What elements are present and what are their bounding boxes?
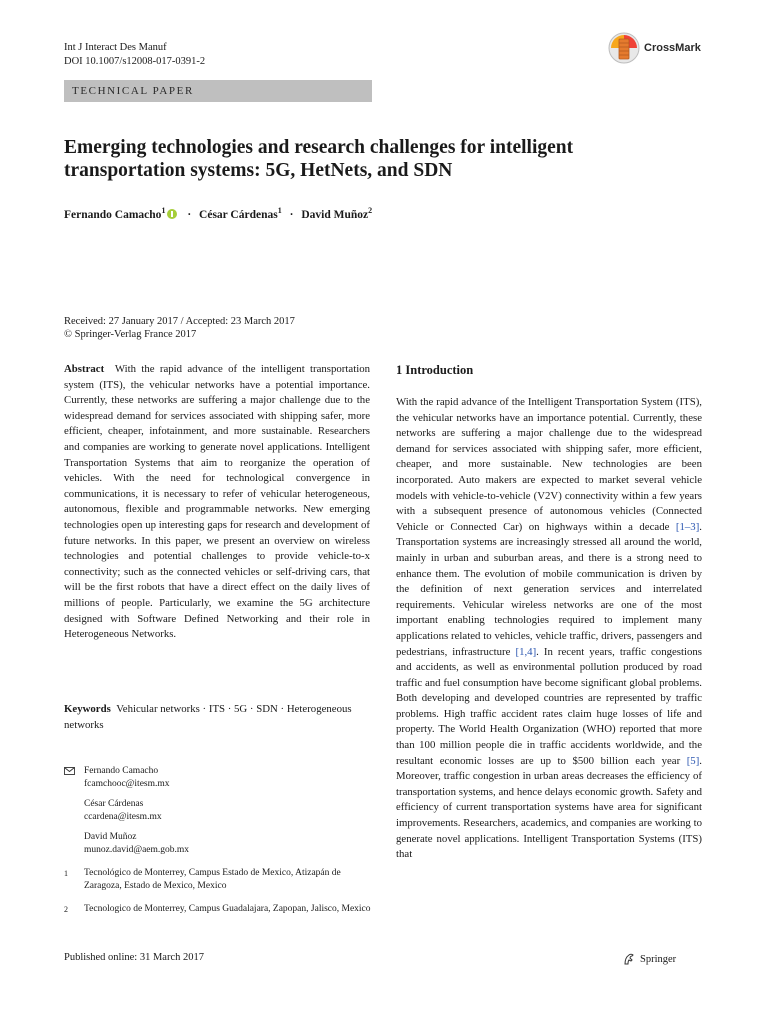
orcid-icon[interactable] — [167, 209, 177, 219]
publication-dates — [64, 315, 295, 341]
author-separator: · — [187, 208, 192, 221]
affiliation — [64, 903, 374, 916]
keywords — [64, 702, 370, 733]
contact-entry — [84, 798, 374, 824]
reference-link[interactable]: [1–3] — [675, 520, 700, 533]
publisher-logo[interactable] — [622, 952, 676, 966]
keywords-label: Keywords — [64, 703, 111, 715]
received-accepted: Received: 27 January 2017 / Accepted: 23 March 2017 — [64, 316, 295, 327]
contact-name: Fernando Camacho — [84, 766, 159, 776]
affiliation-number: 1 — [64, 869, 68, 878]
crossmark-badge[interactable] — [608, 30, 708, 66]
affiliation — [64, 867, 374, 893]
introduction-heading: 1 Introduction — [396, 363, 474, 377]
envelope-icon — [64, 767, 75, 775]
contact-email[interactable]: fcamchooc@itesm.mx — [84, 779, 170, 789]
affiliation-text: Tecnológico de Monterrey, Campus Estado de Mexico, Atizapán de Zaragoza, Estado de Mexico, Mexico — [84, 868, 341, 891]
contact-email[interactable]: ccardena@itesm.mx — [84, 812, 162, 822]
published-online: Published online: 31 March 2017 — [64, 952, 204, 963]
author-name[interactable]: César Cárdenas — [199, 208, 278, 221]
author-name[interactable]: David Muñoz — [301, 208, 369, 221]
introduction-body — [396, 395, 702, 863]
author-affil-sup: 1 — [277, 206, 282, 215]
intro-text: . Moreover, traffic congestion in urban areas decreases the efficiency of transportation systems, and hence delays economic growth. Safety and efficiency of current transportation systems have area for significant improvements. Researchers, academics, and companies are working to generate novel applications. Intelligent Transportation Systems (ITS) that — [396, 754, 702, 861]
contact-entry — [84, 765, 374, 791]
author-name[interactable]: Fernando Camacho — [64, 208, 162, 221]
paper-title: Emerging technologies and research challenges for intelligent transportation systems: 5G, HetNets, and SDN — [64, 137, 574, 181]
crossmark-label: CrossMark — [644, 42, 701, 54]
intro-text: . In recent years, traffic congestions and accidents, as well as environmental pollution produced by road traffic and fuel consumption have become significant global problems. Both developing and developed countries are represented by traffic problems. High traffic accident rates claim huge losses of life and property. The World Health Organization (WHO) reported that more than 100 million people die in traffic accidents worldwide, and the resultant economic losses are up to $500 billion each year — [396, 645, 702, 767]
springer-horse-icon — [622, 952, 636, 966]
correspondence — [64, 765, 374, 916]
abstract-label: Abstract — [64, 363, 105, 375]
crossmark-icon — [608, 32, 640, 64]
author-affil-sup: 2 — [368, 206, 373, 215]
journal-name: Int J Interact Des Manuf — [64, 42, 167, 53]
abstract — [64, 362, 370, 643]
contact-entry — [84, 831, 374, 857]
section-label: TECHNICAL PAPER — [64, 80, 372, 102]
reference-link[interactable]: [1,4] — [515, 645, 537, 658]
intro-text: With the rapid advance of the Intelligent Transportation System (ITS), the vehicular networks have an importance potential. Currently, these networks are suffering a major challenge due to the widespread demand for services associated with shipping safer, more efficient, cheaper, and more sustainable. New technologies are been incorporated. Auto makers are expected to market several vehicle models with vehicle-to-vehicle (V2V) connectivity within a few years with a subsequent presence of autonomous vehicles (Connected Vehicle or Connected Car) on highways within a decade — [396, 396, 702, 533]
author-affil-sup: 1 — [161, 206, 166, 215]
contact-name: César Cárdenas — [84, 799, 144, 809]
intro-text: . Transportation systems are increasingly stressed all around the world, mainly in urban and suburban areas, and there is a strong need to enhance them. The evolution of mobile communication is driven by the definition of next generation services and interrelated requirements. Vehicular wireless networks are one of the most important enabling technologies required to implement many applications related to vehicles, vehicle traffic, drivers, passengers and pedestrians, infrastructure — [396, 520, 702, 658]
author-separator: · — [289, 208, 294, 221]
author-list — [64, 204, 664, 222]
affiliation-number: 2 — [64, 905, 68, 914]
affiliation-text: Tecnologico de Monterrey, Campus Guadalajara, Zapopan, Jalisco, Mexico — [84, 904, 371, 914]
reference-link[interactable]: [5] — [686, 754, 700, 767]
doi[interactable]: DOI 10.1007/s12008-017-0391-2 — [64, 56, 206, 67]
contact-email[interactable]: munoz.david@aem.gob.mx — [84, 845, 190, 855]
publisher-name: Springer — [640, 953, 677, 965]
abstract-text: With the rapid advance of the intelligent transportation system (ITS), the vehicular networks have a potential importance. Currently, these networks are suffering a major challenge due to the widespread demand for services associated with shipping safer, more efficient, cheaper, infotainment, and more sustainable. Researchers and companies are working to generate novel applications. Intelligent Transportation Systems that aim to reorganize the operation of vehicles. With the need for technological convergence in communications, it is necessary to refer of vehicular heterogeneous, autonomous, flexible and programmable networks. New emerging technologies open up interesting gaps for research and development of future networks. In this paper, we present an overview on wireless technologies and potential challenges to provide vehicle-to-x connectivity; such as the connected vehicles or self-driving cars, that will be the first robots that have a direct effect on the daily lives of millions of people. Particularly, we examine the 5G architecture designed with Software Defined Networking and their role in Heterogeneous Networks. — [64, 363, 370, 641]
copyright: © Springer-Verlag France 2017 — [64, 329, 197, 340]
journal-header — [64, 41, 205, 69]
contact-name: David Muñoz — [84, 832, 137, 842]
keywords-text: Vehicular networks · ITS · 5G · SDN · Heterogeneous networks — [64, 703, 352, 731]
